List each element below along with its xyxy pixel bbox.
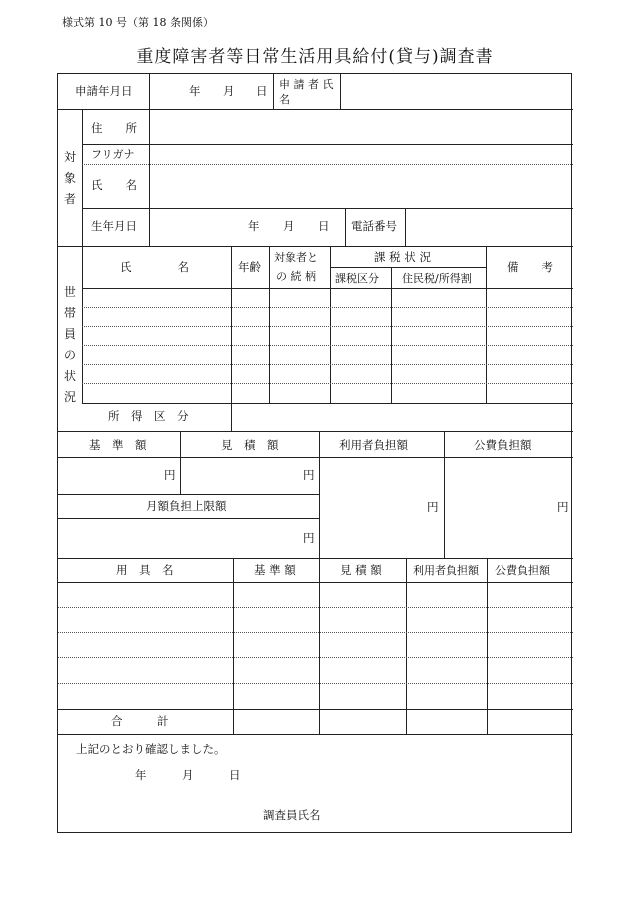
household-age-header: 年齢 <box>238 260 261 274</box>
equipment-total-label: 合 計 <box>111 714 169 728</box>
subject-section-label-1: 対 <box>63 150 76 164</box>
equipment-standard-header: 基 準 額 <box>254 563 296 577</box>
investigator-name-label: 調査員氏名 <box>263 808 321 822</box>
public-burden-yen: 円 <box>557 500 569 514</box>
furigana-label: フリガナ <box>91 148 135 161</box>
equipment-estimate-header: 見 積 額 <box>340 563 382 577</box>
household-relation-header: 対象者と <box>274 251 318 264</box>
confirmation-year: 年 <box>135 768 147 782</box>
public-burden-header: 公費負担額 <box>474 438 532 452</box>
form-number: 様式第 10 号（第 18 条関係） <box>62 16 214 29</box>
name-label: 氏 名 <box>91 178 137 192</box>
form-frame <box>57 73 572 833</box>
income-class-label: 所 得 区 分 <box>108 409 189 423</box>
household-relation-header-2: の 続 柄 <box>276 270 316 283</box>
household-tax-status-header: 課 税 状 況 <box>374 250 431 264</box>
estimate-amount-yen: 円 <box>303 468 315 482</box>
standard-amount-header: 基 準 額 <box>89 438 147 452</box>
household-section-label-1: 世 <box>63 285 76 299</box>
household-remarks-header: 備 考 <box>507 260 553 274</box>
standard-amount-yen: 円 <box>164 468 176 482</box>
birth-year: 年 <box>248 219 260 233</box>
application-month: 月 <box>223 84 235 98</box>
monthly-limit-yen: 円 <box>303 531 315 545</box>
confirmation-month: 月 <box>182 768 194 782</box>
page-title: 重度障害者等日常生活用具給付(貸与)調査書 <box>136 47 494 67</box>
applicant-name-label-2: 名 <box>279 93 290 106</box>
subject-section-label-2: 象 <box>63 171 76 185</box>
subject-section-label-3: 者 <box>63 192 76 206</box>
applicant-name-label: 申 請 者 氏 <box>279 78 334 91</box>
monthly-limit-label: 月額負担上限額 <box>146 499 227 513</box>
household-name-header: 氏 名 <box>120 260 189 274</box>
equipment-name-header: 用 具 名 <box>116 563 174 577</box>
equipment-user-burden-header: 利用者負担額 <box>413 564 479 577</box>
household-section-label-2: 帯 <box>63 306 76 320</box>
birth-date-label: 生年月日 <box>91 219 137 233</box>
birth-day: 日 <box>318 219 330 233</box>
estimate-amount-header: 見 積 額 <box>221 438 279 452</box>
household-section-label-6: 況 <box>63 390 76 404</box>
household-section-label-5: 状 <box>63 369 76 383</box>
equipment-public-burden-header: 公費負担額 <box>495 564 550 577</box>
application-day: 日 <box>256 84 268 98</box>
household-tax-class-header: 課税区分 <box>335 272 379 285</box>
confirmation-statement: 上記のとおり確認しました。 <box>76 742 226 756</box>
confirmation-day: 日 <box>229 768 241 782</box>
user-burden-yen: 円 <box>427 500 439 514</box>
application-year: 年 <box>189 84 201 98</box>
application-date-label: 申請年月日 <box>75 84 133 98</box>
household-resident-tax-header: 住民税/所得割 <box>402 272 472 285</box>
user-burden-header: 利用者負担額 <box>339 438 408 452</box>
household-section-label-3: 員 <box>63 327 76 341</box>
household-section-label-4: の <box>63 348 76 362</box>
phone-label: 電話番号 <box>351 219 397 233</box>
address-label: 住 所 <box>91 121 137 135</box>
birth-month: 月 <box>283 219 295 233</box>
